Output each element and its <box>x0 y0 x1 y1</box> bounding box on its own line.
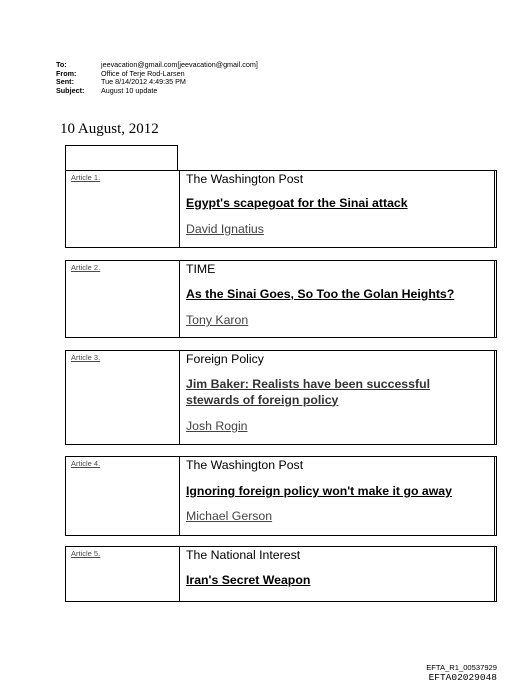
article-link[interactable]: Article 1. <box>71 173 101 182</box>
article-link[interactable]: Article 5. <box>71 549 101 558</box>
email-header <box>56 61 258 95</box>
article-publication: Foreign Policy <box>186 352 264 366</box>
article-author-link[interactable]: Michael Gerson <box>186 509 273 523</box>
article-publication: TIME <box>186 262 216 276</box>
article-link[interactable]: Article 2. <box>71 263 101 272</box>
subject-value: August 10 update <box>101 85 158 95</box>
article-author-link[interactable]: Josh Rogin <box>186 419 248 433</box>
article-link[interactable]: Article 4. <box>71 459 101 468</box>
article-title-link[interactable]: Iran's Secret Weapon <box>186 573 311 587</box>
column-divider <box>494 170 495 248</box>
article-content-cell <box>179 350 497 445</box>
bates-code-primary: EFTA_R1_00537929 <box>426 663 497 672</box>
bates-code-secondary: EFTA02029048 <box>428 672 497 683</box>
article-label-cell <box>65 456 179 536</box>
subject-row <box>56 87 258 96</box>
table-header-cell <box>65 145 178 170</box>
article-label-cell <box>65 170 179 248</box>
column-divider <box>494 546 495 602</box>
article-publication: The Washington Post <box>186 172 304 186</box>
article-author-link[interactable]: David Ignatius <box>186 222 264 236</box>
sent-label: Sent: <box>56 77 74 87</box>
from-value: Office of Terje Rod-Larsen <box>101 68 185 78</box>
article-link[interactable]: Article 3. <box>71 353 101 362</box>
from-label: From: <box>56 68 77 78</box>
subject-label: Subject: <box>56 85 85 95</box>
article-content-cell <box>179 170 497 248</box>
to-label: To: <box>56 60 67 69</box>
article-publication: The Washington Post <box>186 458 304 472</box>
article-label-cell <box>65 546 179 602</box>
article-label-cell <box>65 350 179 445</box>
to-value: jeevacation@gmail.com[jeevacation@gmail.com] <box>101 60 258 69</box>
article-label-cell <box>65 260 179 338</box>
article-title-link[interactable]: Ignoring foreign policy won't make it go away <box>186 484 452 498</box>
article-content-cell <box>179 260 497 338</box>
article-content-cell <box>179 546 497 602</box>
article-title-link[interactable]: As the Sinai Goes, So Too the Golan Heights? <box>186 287 455 301</box>
column-divider <box>494 350 495 445</box>
article-publication: The National Interest <box>186 548 301 562</box>
column-divider <box>494 456 495 536</box>
column-divider <box>494 260 495 338</box>
article-title-link[interactable]: Jim Baker: Realists have been successful stewards of foreign policy <box>186 377 431 407</box>
article-content-cell <box>179 456 497 536</box>
document-date: 10 August, 2012 <box>60 121 159 137</box>
article-author-link[interactable]: Tony Karon <box>186 313 249 327</box>
sent-value: Tue 8/14/2012 4:49:35 PM <box>101 77 186 87</box>
article-title-link[interactable]: Egypt's scapegoat for the Sinai attack <box>186 196 408 210</box>
